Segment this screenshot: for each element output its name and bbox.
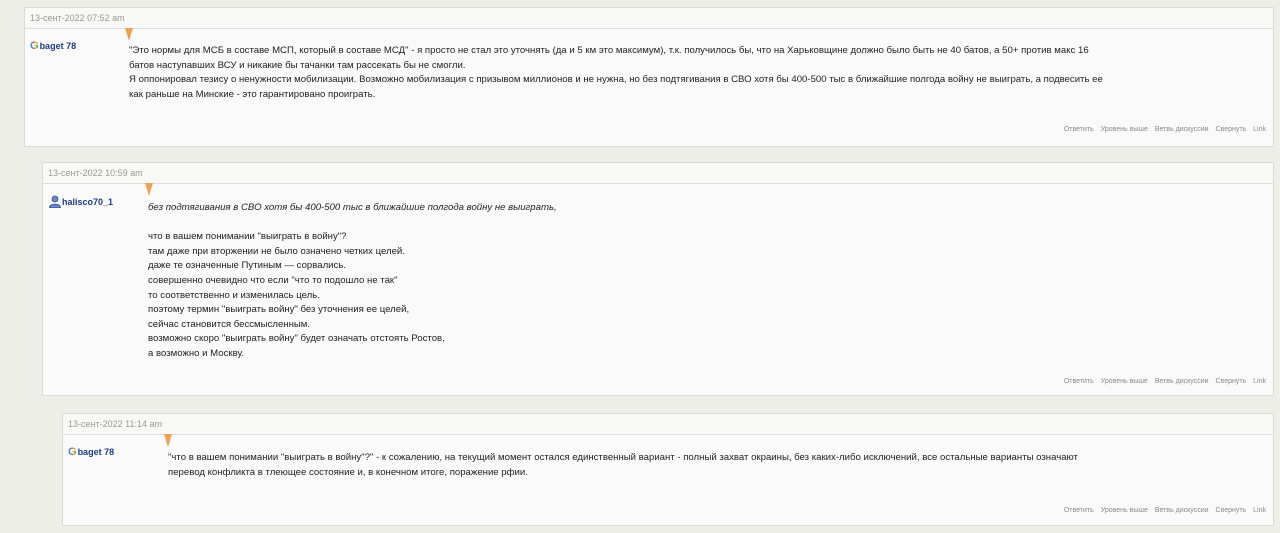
comment-marker xyxy=(125,28,133,41)
permalink[interactable]: Link xyxy=(1253,378,1266,385)
comment-timestamp: 13-сент-2022 10:59 am xyxy=(43,163,1273,184)
comment-line: совершенно очевидно что если "что то подошло не так" xyxy=(148,274,398,286)
comment-line: как раньше на Минские - это гарантировано проиграть. xyxy=(129,88,376,100)
parent-link[interactable]: Уровень выше xyxy=(1100,378,1148,385)
thread-link[interactable]: Ветвь дискуссии xyxy=(1154,507,1209,514)
comment-timestamp: 13-сент-2022 07:52 am xyxy=(25,8,1273,29)
thread-link[interactable]: Ветвь дискуссии xyxy=(1154,126,1209,133)
comment-author[interactable] xyxy=(30,40,76,52)
comment-actions xyxy=(1059,126,1266,133)
comment-author[interactable] xyxy=(49,195,113,208)
google-icon: G xyxy=(68,446,77,458)
collapse-link[interactable]: Свернуть xyxy=(1215,126,1247,133)
comment-line: батов наступавших ВСУ и никакие бы тачанки там рассекать бы не смогли. xyxy=(129,59,466,71)
comment-line: поэтому термин "выиграть войну" без уточнения ее целей, xyxy=(148,304,410,316)
comment-author[interactable] xyxy=(68,446,114,458)
comment-actions xyxy=(1059,378,1266,385)
comment-timestamp: 13-сент-2022 11:14 am xyxy=(63,414,1273,435)
comment-body xyxy=(168,451,1268,480)
reply-link[interactable]: Ответить xyxy=(1063,126,1094,133)
comment-line: Я оппонировал тезису о ненужности мобилизации. Возможно мобилизация с призывом миллионов и не нужна, но без подтягивания в СВО хотя бы 400-500 тыс в ближайшие полгода войну не выиграть, а подвесить ее xyxy=(129,74,1103,86)
comment-line: то соответственно и изменилась цель. xyxy=(148,289,320,301)
comment-line: сейчас становится бессмысленным. xyxy=(148,318,311,330)
author-name[interactable]: halisco70_1 xyxy=(62,196,114,207)
comment-marker xyxy=(145,183,153,196)
collapse-link[interactable]: Свернуть xyxy=(1215,507,1247,514)
collapse-link[interactable]: Свернуть xyxy=(1215,378,1247,385)
google-icon: G xyxy=(30,40,39,52)
comment-line: там даже при вторжении не было означено четких целей. xyxy=(148,245,405,257)
comment xyxy=(42,162,1274,396)
author-name[interactable]: baget 78 xyxy=(77,447,115,457)
comment-marker xyxy=(164,434,172,447)
comment-line: возможно скоро "выиграть войну" будет означать отстоять Ростов, xyxy=(148,333,445,345)
comment-line: даже те означенные Путиным — сорвались. xyxy=(148,260,346,272)
author-name[interactable]: baget 78 xyxy=(39,41,77,51)
comment-line: а возможно и Москву. xyxy=(148,347,244,359)
comment xyxy=(24,7,1274,147)
quoted-text: без подтягивания в СВО хотя бы 400-500 тыс в ближайшие полгода войну не выиграть, xyxy=(148,202,557,213)
user-icon xyxy=(49,195,61,208)
comment-line: перевод конфликта в тлеющее состояние и, в конечном итоге, поражение рфии. xyxy=(168,466,528,478)
parent-link[interactable]: Уровень выше xyxy=(1100,507,1148,514)
permalink[interactable]: Link xyxy=(1253,507,1266,514)
permalink[interactable]: Link xyxy=(1253,126,1266,133)
comment-line: "Это нормы для МСБ в составе МСП, который в составе МСД" - я просто не стал это уточнять (да и 5 км это максимум), т.к. получилось бы, что на Харьковщине должно было быть не 40 батов, а 50+ против макс 16 xyxy=(129,45,1089,56)
comment-body xyxy=(129,44,1259,102)
comment-actions xyxy=(1059,507,1266,514)
thread-link[interactable]: Ветвь дискуссии xyxy=(1154,378,1209,385)
comment-line: "что в вашем понимании "выиграть в войну"?" - к сожалению, на текущий момент остался единственный вариант - полный захват окраины, без каких-либо исключений, все остальные варианты означают xyxy=(168,452,1078,463)
comment xyxy=(62,413,1274,526)
reply-link[interactable]: Ответить xyxy=(1063,507,1094,514)
reply-link[interactable]: Ответить xyxy=(1063,378,1094,385)
comment-body xyxy=(148,201,1248,362)
parent-link[interactable]: Уровень выше xyxy=(1100,126,1148,133)
comment-line: что в вашем понимании "выиграть в войну"? xyxy=(148,231,347,243)
